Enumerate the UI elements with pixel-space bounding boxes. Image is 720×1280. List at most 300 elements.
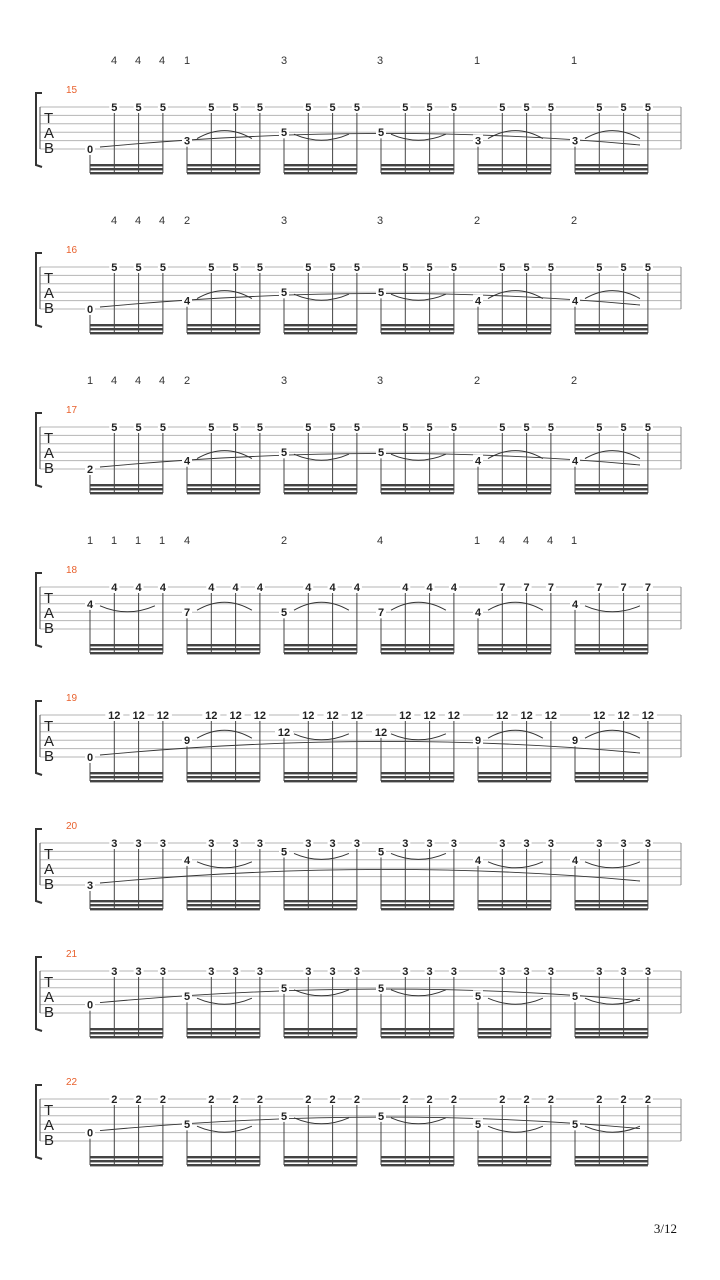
fingering-number: 1 — [473, 55, 481, 67]
fret-number: 2 — [305, 1094, 312, 1106]
fret-number: 12 — [374, 726, 388, 739]
fret-number: 4 — [256, 582, 263, 594]
note-beam — [284, 904, 357, 906]
note-beam — [284, 164, 357, 166]
fingering-number: 2 — [570, 215, 578, 227]
note-beam — [381, 652, 454, 654]
fret-number: 4 — [111, 582, 118, 594]
fret-number: 5 — [183, 1119, 191, 1132]
fret-number: 5 — [571, 991, 579, 1004]
fret-number: 3 — [426, 966, 433, 978]
fret-number: 5 — [547, 422, 554, 434]
note-beam — [187, 780, 260, 782]
note-beam — [381, 1028, 454, 1030]
fret-number: 5 — [111, 102, 118, 114]
note-slur — [585, 1126, 640, 1132]
fingering-number: 4 — [183, 535, 191, 547]
note-slur — [391, 853, 446, 859]
note-slur — [585, 862, 640, 868]
fingering-number: 3 — [280, 375, 288, 387]
fret-number: 5 — [377, 287, 385, 300]
fret-number: 5 — [135, 262, 142, 274]
note-slur — [488, 998, 543, 1004]
fret-number: 5 — [329, 262, 336, 274]
note-beam — [575, 332, 648, 334]
note-beam — [284, 488, 357, 490]
tab-clef-letter: T — [44, 718, 54, 735]
fret-number: 5 — [329, 102, 336, 114]
note-beam — [478, 780, 551, 782]
fret-number: 2 — [135, 1094, 142, 1106]
note-beam — [381, 1032, 454, 1034]
fret-number: 12 — [617, 710, 630, 722]
note-beam — [90, 1032, 163, 1034]
note-slur — [294, 734, 349, 740]
tab-clef-letter: B — [44, 300, 55, 317]
tab-clef-letter: A — [44, 285, 55, 302]
fingering-number: 2 — [570, 375, 578, 387]
fingering-number: 3 — [376, 375, 384, 387]
fret-number: 3 — [86, 880, 94, 892]
note-beam — [90, 776, 163, 778]
fret-number: 5 — [644, 102, 651, 114]
tab-clef-letter: T — [44, 430, 54, 447]
tab-clef-letter: T — [44, 974, 54, 991]
fret-number: 3 — [183, 135, 191, 148]
fret-number: 5 — [450, 422, 457, 434]
note-beam — [90, 324, 163, 326]
fret-number: 3 — [644, 966, 651, 978]
note-slur — [391, 1118, 446, 1124]
note-beam — [90, 652, 163, 654]
system-bracket — [36, 701, 42, 775]
note-beam — [381, 648, 454, 650]
fret-number: 5 — [256, 422, 263, 434]
fret-number: 2 — [450, 1094, 457, 1106]
note-beam — [478, 652, 551, 654]
tab-clef-letter: T — [44, 590, 54, 607]
fret-number: 0 — [86, 999, 94, 1012]
fret-number: 5 — [377, 1110, 385, 1123]
fret-number: 12 — [641, 710, 655, 722]
fingering-number: 4 — [134, 55, 142, 67]
fret-number: 5 — [402, 102, 409, 114]
tab-clef-letter: B — [44, 876, 55, 893]
fret-number: 2 — [256, 1094, 263, 1106]
note-beam — [478, 488, 551, 490]
fingering-number: 2 — [473, 375, 481, 387]
fret-number: 2 — [329, 1094, 336, 1106]
note-beam — [284, 1036, 357, 1038]
fret-number: 5 — [644, 422, 651, 434]
note-beam — [284, 652, 357, 654]
note-slur — [391, 990, 446, 996]
fingering-number: 2 — [183, 215, 191, 227]
fret-number: 5 — [450, 102, 457, 114]
note-beam — [478, 324, 551, 326]
fret-number: 12 — [326, 710, 339, 722]
note-beam — [90, 1164, 163, 1166]
note-beam — [381, 900, 454, 902]
fingering-number: 4 — [498, 535, 506, 547]
note-beam — [575, 492, 648, 494]
tab-clef-letter: A — [44, 989, 55, 1006]
measure-number: 20 — [66, 821, 78, 832]
note-beam — [381, 172, 454, 174]
fret-number: 5 — [620, 102, 627, 114]
fret-number: 3 — [450, 838, 457, 850]
fret-number: 5 — [280, 846, 288, 859]
note-beam — [187, 652, 260, 654]
fret-number: 12 — [423, 710, 436, 722]
fret-number: 5 — [135, 422, 142, 434]
note-beam — [381, 1164, 454, 1166]
note-beam — [381, 908, 454, 910]
note-beam — [187, 484, 260, 486]
tab-system — [36, 215, 681, 334]
note-beam — [187, 172, 260, 174]
fret-number: 5 — [426, 102, 433, 114]
note-beam — [478, 1160, 551, 1162]
tab-system — [36, 821, 681, 910]
fret-number: 4 — [183, 854, 191, 867]
note-beam — [478, 332, 551, 334]
fret-number: 5 — [329, 422, 336, 434]
note-beam — [187, 1032, 260, 1034]
fret-number: 12 — [520, 710, 533, 722]
fret-number: 7 — [377, 607, 385, 620]
fret-number: 5 — [523, 262, 530, 274]
note-beam — [575, 1164, 648, 1166]
fret-number: 4 — [159, 582, 166, 594]
fingering-number: 1 — [473, 535, 481, 547]
fret-number: 3 — [571, 135, 579, 148]
fingering-number: 4 — [110, 215, 118, 227]
note-beam — [284, 1028, 357, 1030]
note-slur — [391, 734, 446, 740]
note-beam — [381, 324, 454, 326]
note-slur — [391, 454, 446, 460]
fret-number: 5 — [353, 262, 360, 274]
fret-number: 9 — [474, 735, 482, 748]
note-beam — [284, 492, 357, 494]
fingering-number: 4 — [110, 375, 118, 387]
fingering-number: 1 — [110, 535, 118, 547]
fret-number: 2 — [208, 1094, 215, 1106]
fret-number: 5 — [159, 102, 166, 114]
note-beam — [187, 644, 260, 646]
note-beam — [90, 1036, 163, 1038]
fingering-number: 3 — [376, 215, 384, 227]
note-beam — [187, 1160, 260, 1162]
note-slur — [391, 134, 446, 140]
fret-number: 12 — [132, 710, 145, 722]
note-beam — [381, 168, 454, 170]
note-beam — [575, 904, 648, 906]
note-beam — [575, 1032, 648, 1034]
fret-number: 3 — [329, 838, 336, 850]
note-beam — [284, 648, 357, 650]
note-beam — [575, 484, 648, 486]
note-beam — [575, 776, 648, 778]
note-beam — [284, 1160, 357, 1162]
fret-number: 5 — [644, 262, 651, 274]
fret-number: 5 — [353, 102, 360, 114]
tab-clef-letter: B — [44, 748, 55, 765]
fret-number: 5 — [402, 422, 409, 434]
note-beam — [90, 168, 163, 170]
fret-number: 0 — [86, 144, 94, 156]
note-beam — [284, 1156, 357, 1158]
fret-number: 3 — [620, 966, 627, 978]
fret-number: 5 — [499, 422, 506, 434]
fingering-number: 3 — [280, 215, 288, 227]
fret-number: 12 — [253, 710, 267, 722]
note-beam — [187, 1164, 260, 1166]
note-beam — [187, 1028, 260, 1030]
note-beam — [381, 484, 454, 486]
fret-number: 3 — [596, 838, 603, 850]
fret-number: 5 — [183, 991, 191, 1004]
note-beam — [478, 904, 551, 906]
fret-number: 3 — [305, 966, 312, 978]
fret-number: 7 — [499, 582, 506, 594]
fret-number: 3 — [111, 966, 118, 978]
fret-number: 4 — [183, 455, 191, 468]
note-beam — [381, 164, 454, 166]
fret-number: 2 — [499, 1094, 506, 1106]
fret-number: 5 — [474, 1119, 482, 1132]
fret-number: 3 — [547, 838, 554, 850]
measure-number: 15 — [66, 85, 78, 96]
note-beam — [575, 780, 648, 782]
note-slur — [585, 998, 640, 1004]
tab-system — [36, 375, 681, 494]
note-beam — [90, 648, 163, 650]
note-beam — [187, 648, 260, 650]
fret-number: 4 — [571, 455, 579, 468]
fret-number: 5 — [523, 102, 530, 114]
tab-system — [36, 55, 681, 174]
tab-clef-letter: T — [44, 846, 54, 863]
note-beam — [478, 772, 551, 774]
note-beam — [478, 644, 551, 646]
note-beam — [381, 772, 454, 774]
tab-system — [36, 949, 681, 1038]
tab-clef-letter: T — [44, 1102, 54, 1119]
fret-number: 5 — [280, 1110, 288, 1123]
note-beam — [478, 1032, 551, 1034]
fret-number: 2 — [159, 1094, 166, 1106]
note-beam — [575, 324, 648, 326]
tab-clef-letter: B — [44, 1004, 55, 1021]
note-beam — [284, 776, 357, 778]
fret-number: 5 — [377, 447, 385, 460]
fret-number: 7 — [523, 582, 530, 594]
measure-number: 18 — [66, 565, 78, 576]
note-slur — [488, 862, 543, 868]
fret-number: 5 — [402, 262, 409, 274]
fret-number: 2 — [523, 1094, 530, 1106]
note-beam — [284, 328, 357, 330]
fret-number: 5 — [596, 102, 603, 114]
note-slur — [197, 1126, 252, 1132]
fret-number: 5 — [135, 102, 142, 114]
fret-number: 5 — [208, 422, 215, 434]
fret-number: 9 — [571, 735, 579, 748]
fingering-number: 1 — [86, 375, 94, 387]
note-beam — [575, 648, 648, 650]
note-beam — [187, 900, 260, 902]
tab-clef-letter: T — [44, 270, 54, 287]
fingering-number: 1 — [158, 535, 166, 547]
note-beam — [478, 164, 551, 166]
measure-number: 22 — [66, 1077, 78, 1088]
note-beam — [478, 648, 551, 650]
fret-number: 5 — [280, 127, 288, 140]
fret-number: 3 — [402, 966, 409, 978]
fret-number: 3 — [353, 966, 360, 978]
fret-number: 5 — [159, 262, 166, 274]
fret-number: 3 — [450, 966, 457, 978]
fret-number: 4 — [329, 582, 336, 594]
note-beam — [575, 1160, 648, 1162]
fret-number: 4 — [474, 295, 482, 308]
tab-clef-letter: B — [44, 1132, 55, 1149]
fret-number: 5 — [571, 1119, 579, 1132]
fret-number: 4 — [474, 854, 482, 867]
fret-number: 3 — [499, 966, 506, 978]
fret-number: 5 — [111, 422, 118, 434]
fret-number: 3 — [135, 966, 142, 978]
fret-number: 0 — [86, 304, 94, 316]
fret-number: 3 — [159, 966, 166, 978]
note-beam — [381, 1156, 454, 1158]
fret-number: 5 — [547, 262, 554, 274]
note-beam — [575, 772, 648, 774]
fret-number: 4 — [305, 582, 312, 594]
fingering-number: 4 — [134, 215, 142, 227]
fret-number: 7 — [596, 582, 603, 594]
fret-number: 3 — [256, 838, 263, 850]
measure-number: 16 — [66, 245, 78, 256]
note-beam — [478, 484, 551, 486]
fret-number: 5 — [596, 422, 603, 434]
fret-number: 3 — [232, 966, 239, 978]
note-beam — [90, 172, 163, 174]
fret-number: 4 — [402, 582, 409, 594]
measure-number: 17 — [66, 405, 78, 416]
fret-number: 3 — [159, 838, 166, 850]
note-beam — [284, 900, 357, 902]
note-beam — [284, 780, 357, 782]
fret-number: 12 — [447, 710, 461, 722]
fret-number: 9 — [183, 735, 191, 748]
note-beam — [284, 324, 357, 326]
fret-number: 5 — [232, 262, 239, 274]
note-beam — [90, 492, 163, 494]
measure-number: 19 — [66, 693, 78, 704]
note-beam — [187, 488, 260, 490]
fingering-number: 4 — [158, 375, 166, 387]
fret-number: 7 — [620, 582, 627, 594]
system-bracket — [36, 253, 42, 327]
note-beam — [187, 328, 260, 330]
fret-number: 2 — [620, 1094, 627, 1106]
note-beam — [284, 1032, 357, 1034]
fret-number: 2 — [232, 1094, 239, 1106]
fingering-number: 4 — [110, 55, 118, 67]
fingering-number: 2 — [473, 215, 481, 227]
note-beam — [90, 1156, 163, 1158]
fingering-number: 1 — [134, 535, 142, 547]
fret-number: 2 — [353, 1094, 360, 1106]
fret-number: 5 — [474, 991, 482, 1004]
fret-number: 4 — [183, 295, 191, 308]
note-beam — [90, 1028, 163, 1030]
note-beam — [478, 328, 551, 330]
note-beam — [187, 776, 260, 778]
fingering-number: 4 — [376, 535, 384, 547]
note-beam — [90, 904, 163, 906]
note-beam — [575, 900, 648, 902]
note-beam — [90, 780, 163, 782]
note-beam — [478, 1036, 551, 1038]
fret-number: 12 — [593, 710, 606, 722]
note-beam — [575, 172, 648, 174]
system-bracket — [36, 413, 42, 487]
note-beam — [478, 900, 551, 902]
fret-number: 5 — [377, 127, 385, 140]
fret-number: 12 — [277, 726, 291, 739]
note-beam — [575, 1036, 648, 1038]
fret-number: 4 — [474, 607, 482, 620]
fret-number: 3 — [596, 966, 603, 978]
note-beam — [478, 172, 551, 174]
note-beam — [381, 328, 454, 330]
note-beam — [575, 488, 648, 490]
fret-number: 3 — [329, 966, 336, 978]
system-bracket — [36, 829, 42, 903]
fret-number: 12 — [205, 710, 218, 722]
note-beam — [478, 168, 551, 170]
fret-number: 5 — [305, 422, 312, 434]
note-beam — [284, 168, 357, 170]
note-beam — [381, 1160, 454, 1162]
measure-number: 21 — [66, 949, 78, 960]
fret-number: 3 — [305, 838, 312, 850]
fret-number: 3 — [353, 838, 360, 850]
note-beam — [90, 164, 163, 166]
note-beam — [381, 904, 454, 906]
tab-system — [36, 693, 681, 782]
fret-number: 3 — [208, 838, 215, 850]
note-beam — [187, 168, 260, 170]
note-beam — [478, 1028, 551, 1030]
note-beam — [90, 332, 163, 334]
fret-number: 4 — [571, 854, 579, 867]
fret-number: 5 — [450, 262, 457, 274]
tab-clef-letter: B — [44, 460, 55, 477]
fret-number: 5 — [305, 262, 312, 274]
fret-number: 2 — [402, 1094, 409, 1106]
note-beam — [381, 644, 454, 646]
note-beam — [575, 644, 648, 646]
fret-number: 5 — [232, 102, 239, 114]
system-bracket — [36, 573, 42, 647]
fret-number: 4 — [135, 582, 142, 594]
note-beam — [478, 1164, 551, 1166]
